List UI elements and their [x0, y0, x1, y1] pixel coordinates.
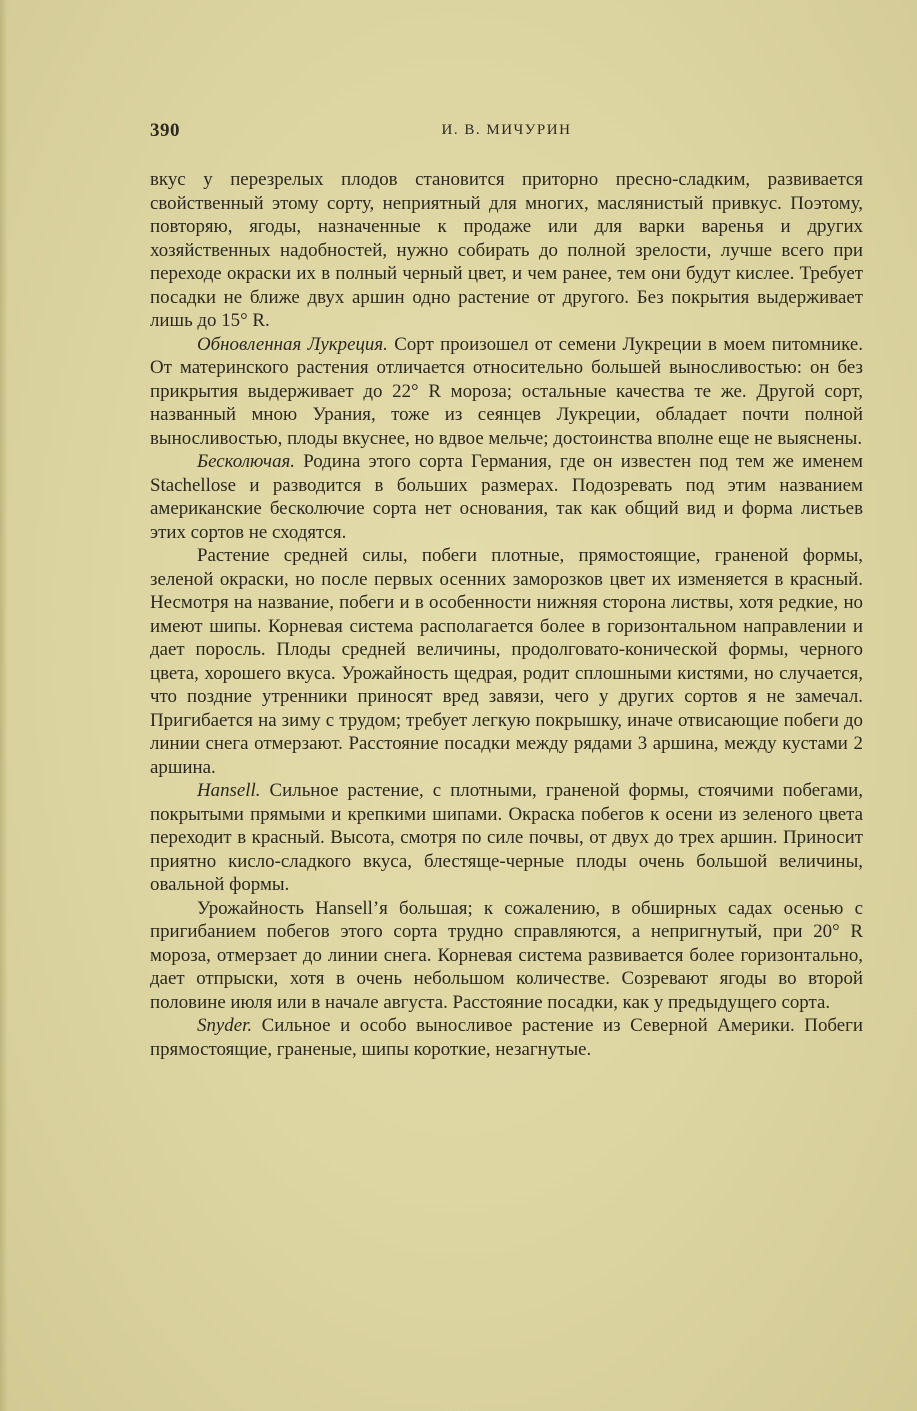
paragraph-hansell: [150, 779, 863, 897]
paragraph-obnovlennaya-lukreciya: [150, 333, 863, 451]
variety-title: Обновленная Лукреция.: [197, 333, 388, 355]
page-number: 390: [150, 120, 180, 141]
page-header: [150, 120, 863, 146]
paragraph-text: Родина этого сорта Германия, где он известен под тем же именем Stachellose и разводится в больших размерах. Подозревать под этим названием американские бесколючие сорта нет основания, так как общий вид и форма листьев этих сортов не сходятся.: [150, 451, 863, 543]
running-head: И. В. МИЧУРИН: [441, 122, 572, 138]
paragraph-continuation: [150, 168, 863, 333]
paragraph-text: Растение средней силы, побеги плотные, прямостоящие, граненой формы, зеленой окраски, но после первых осенних заморозков цвет их изменяется в красный. Несмотря на название, побеги и в особенности нижняя сторона листвы, хотя редкие, но имеют шипы. Корневая система располагается более в горизонтальном направлении и дает поросль. Плоды средней величины, продолговато-конической формы, черного цвета, хорошего вкуса. Урожайность щедрая, родит сплошными кистями, но случается, что поздние утренники приносят вред завязи, чего у других сортов я не замечал. Пригибается на зиму с трудом; требует легкую покрышку, иначе отвисающие побеги до линии снега отмерзают. Расстояние посадки между рядами 3 аршина, между кустами 2 аршина.: [150, 545, 863, 778]
variety-title: Snyder.: [197, 1015, 253, 1036]
variety-title: Hansell.: [197, 780, 261, 801]
paragraph-text: Сильное и особо выносливое растение из Северной Америки. Побеги прямостоящие, граненые, шипы короткие, незагнутые.: [150, 1015, 863, 1060]
paragraph-beskolyuchaya: [150, 450, 863, 544]
paragraph-snyder: [150, 1014, 863, 1061]
paragraph-text: Сорт произошел от семени Лукреции в моем питомнике. От материнского растения отличается относительно большей выносливостью: он без прикрытия выдерживает до 22° R мороза; остальные качества те же. Другой сорт, названный мною Урания, тоже из сеянцев Лукреции, обладает почти полной выносливостью, плоды вкуснее, но вдвое мельче; достоинства вполне еще не выяснены.: [150, 333, 863, 449]
paragraph-hansell-yield: [150, 897, 863, 1015]
body-text: [150, 168, 863, 1061]
page-edge-shadow: [0, 0, 8, 1411]
paragraph-text: вкус у перезрелых плодов становится приторно пресно-сладким, развивается свойственный этому сорту, неприятный для многих, маслянистый привкус. Поэтому, повторяю, ягоды, назначенные к продаже или для варки варенья и других хозяйственных надобностей, нужно собирать до полной зрелости, лучше всего при переходе окраски их в полный черный цвет, и чем ранее, тем они будут кислее. Требует посадки не ближе двух аршин одно растение от другого. Без покрытия выдерживает лишь до 15° R.: [150, 169, 863, 331]
paragraph-text: Урожайность Hansell’я большая; к сожалению, в обширных садах осенью с пригибанием побегов этого сорта трудно справляются, а непригнутый, при 20° R мороза, отмерзает до линии снега. Корневая система развивается более горизонтально, дает отпрыски, хотя в очень небольшом количестве. Созревают ягоды во второй половине июля или в начале августа. Расстояние посадки, как у предыдущего сорта.: [150, 897, 863, 1013]
paragraph-beskolyuchaya-description: [150, 544, 863, 779]
variety-title: Бесколючая.: [197, 451, 296, 472]
paragraph-text: Сильное растение, с плотными, граненой формы, стоячими побегами, покрытыми прямыми и крепкими шипами. Окраска побегов к осени из зеленого цвета переходит в красный. Высота, смотря по силе почвы, от двух до трех аршин. Приносит приятно кисло-сладкого вкуса, блестяще-черные плоды очень большой величины, овальной формы.: [150, 780, 863, 895]
